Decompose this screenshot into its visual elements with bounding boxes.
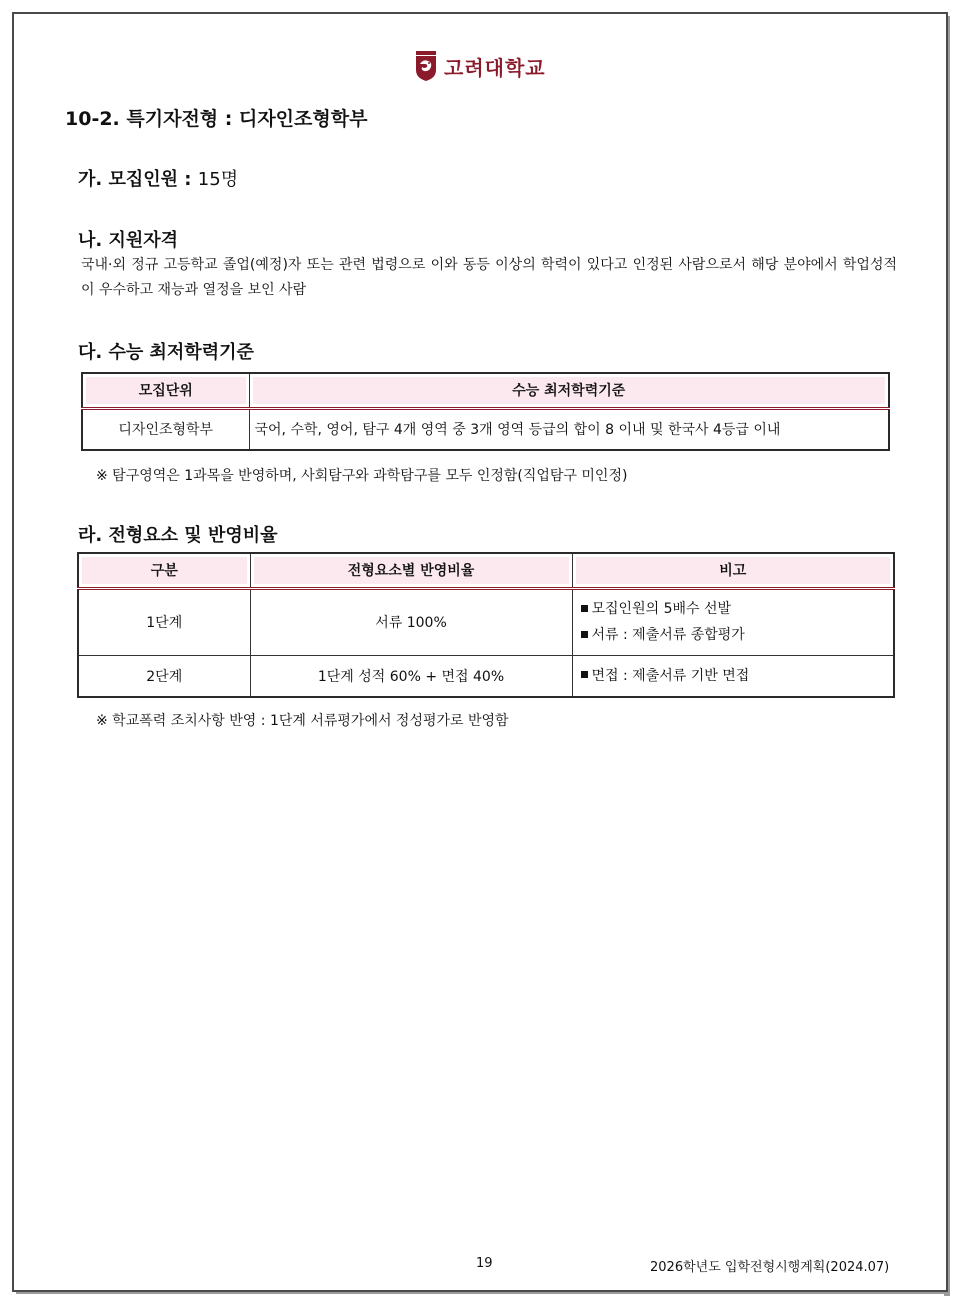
table-header-row: [78, 553, 894, 588]
school-violence-note: ※ 학교폭력 조치사항 반영 : 1단계 서류평가에서 정성평가로 반영함: [96, 713, 509, 729]
section-ga-heading: [78, 165, 238, 191]
stage-cell: 2단계: [78, 655, 250, 697]
remark-item: [581, 596, 894, 622]
remark-item: [581, 663, 894, 689]
korea-university-crest-icon: [414, 50, 438, 82]
section-ga-value: 15명: [197, 169, 239, 190]
page-title: 10-2. 특기자전형 : 디자인조형학부: [65, 108, 368, 130]
inquiry-note: ※ 탐구영역은 1과목을 반영하며, 사회탐구와 과학탐구를 모두 인정함(직업탐구 미인정): [96, 468, 628, 484]
square-bullet-icon: [581, 631, 588, 638]
ratio-cell: 1단계 성적 60% + 면접 40%: [250, 655, 572, 697]
square-bullet-icon: [581, 671, 588, 678]
table-cell: 국어, 수학, 영어, 탐구 4개 영역 중 3개 영역 등급의 합이 8 이내 및 한국사 4등급 이내: [249, 408, 889, 450]
remark-text: 면접 : 제출서류 기반 면접: [591, 667, 750, 684]
document-title: 2026학년도 입학전형시행계획(2024.07): [650, 1260, 890, 1275]
university-logo: [414, 50, 546, 82]
eligibility-text: 국내·외 정규 고등학교 졸업(예정)자 또는 관련 법령으로 이와 동등 이상의 학력이 있다고 인정된 사람으로서 해당 분야에서 학업성적이 우수하고 재능과 열정을 보인 사람: [81, 257, 897, 298]
table-row: [78, 655, 894, 697]
page-number: 19: [476, 1256, 493, 1271]
column-header: 모집단위: [82, 373, 249, 408]
remarks-cell: [572, 655, 894, 697]
stage-cell: 1단계: [78, 588, 250, 655]
remark-text: 서류 : 제출서류 종합평가: [591, 627, 745, 643]
university-name: 고려대학교: [444, 55, 546, 80]
remarks-cell: [572, 588, 894, 655]
section-na-heading: 나. 지원자격: [78, 230, 179, 251]
table-row: [82, 408, 889, 450]
table-row: [78, 588, 894, 655]
remark-item: [581, 622, 894, 648]
section-ga-label: 가. 모집인원 :: [78, 169, 192, 190]
column-header: 비고: [572, 553, 894, 588]
evaluation-ratio-table: [77, 552, 895, 698]
table-header-row: [82, 373, 889, 408]
section-da-heading: 다. 수능 최저학력기준: [78, 342, 254, 363]
table-cell: 디자인조형학부: [82, 408, 249, 450]
ratio-cell: 서류 100%: [250, 588, 572, 655]
min-score-table: [81, 372, 890, 451]
remark-text: 모집인원의 5배수 선발: [591, 601, 732, 617]
column-header: 전형요소별 반영비율: [250, 553, 572, 588]
section-ra-heading: 라. 전형요소 및 반영비율: [78, 525, 278, 546]
column-header: 구분: [78, 553, 250, 588]
column-header: 수능 최저학력기준: [249, 373, 889, 408]
square-bullet-icon: [581, 605, 588, 612]
